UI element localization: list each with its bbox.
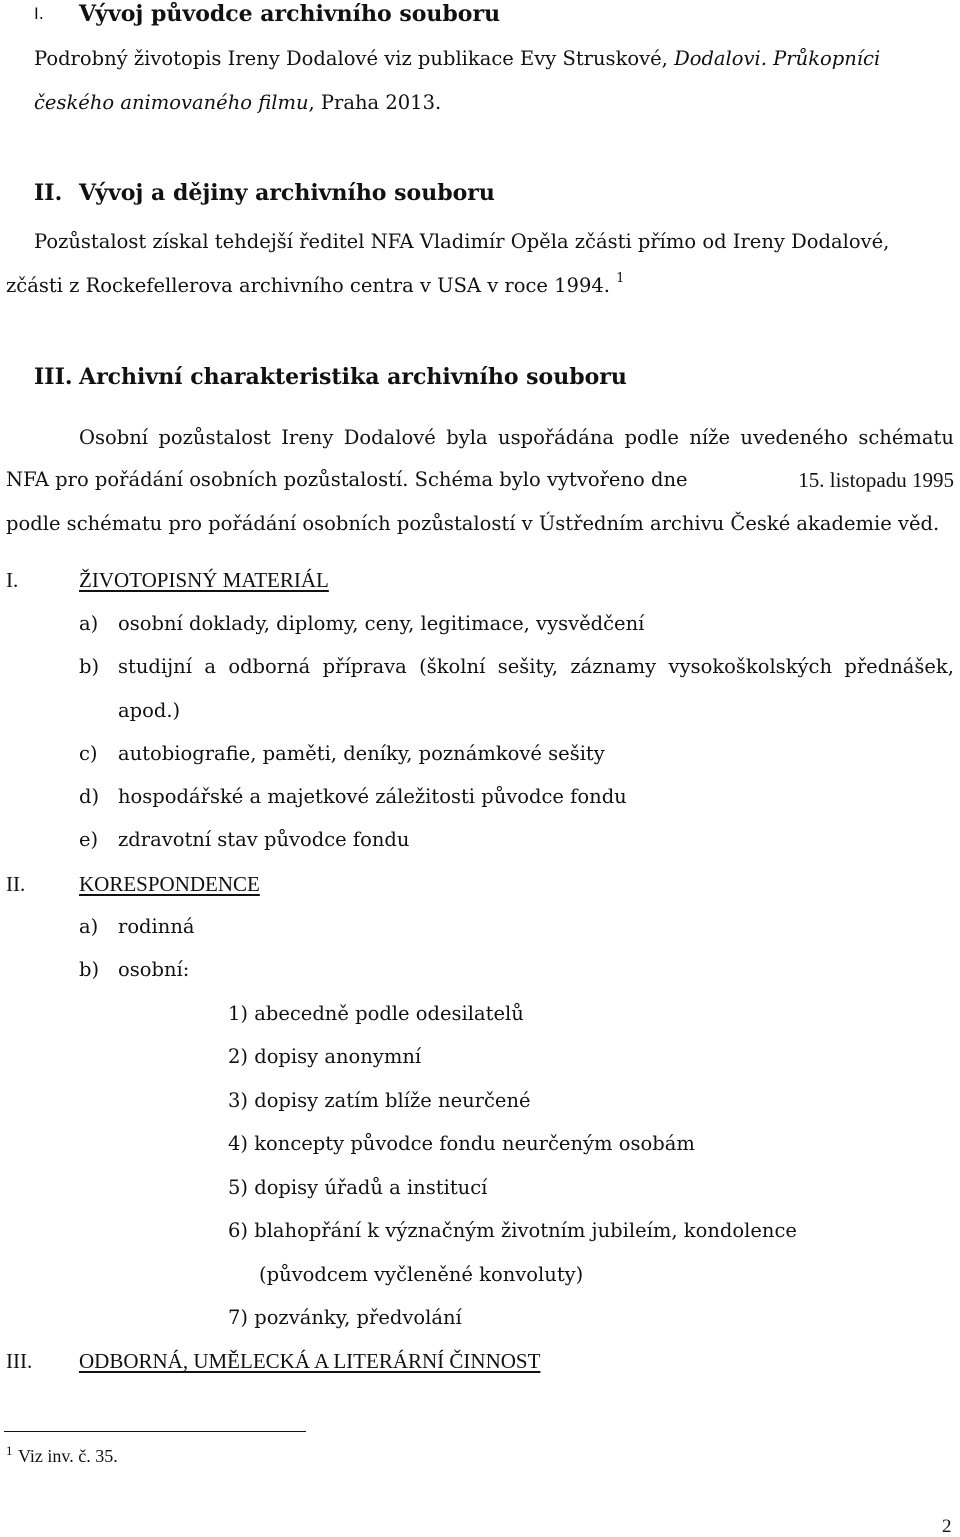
section-2-text-line-2 — [6, 271, 625, 297]
footnote-text: Viz inv. č. 35. — [18, 1446, 118, 1466]
section-2-numeral: II. — [34, 180, 63, 206]
group-2-item-b-letter: b) — [79, 958, 100, 981]
group-1-item-c: autobiografie, paměti, deníky, poznámkové sešity — [118, 742, 605, 765]
word: vysokoškolských — [668, 655, 833, 678]
word: uspořádána — [498, 426, 615, 449]
correspondence-subitem-5: 5) dopisy úřadů a institucí — [228, 1176, 488, 1199]
publication-title-part-1: Dodalovi. Průkopníci — [674, 47, 881, 70]
group-1-item-b-continuation: apod.) — [118, 699, 181, 722]
section-3-numeral: III. — [34, 364, 73, 390]
group-1-item-b-letter: b) — [79, 655, 100, 678]
correspondence-subitem-3: 3) dopisy zatím blíže neurčené — [228, 1089, 531, 1112]
section-1-numeral: I. — [34, 4, 44, 23]
word: sešity, — [497, 655, 558, 678]
word: schématu — [858, 426, 954, 449]
group-2-item-a-letter: a) — [79, 915, 99, 938]
word: přednášek, — [844, 655, 954, 678]
group-2-numeral: II. — [6, 872, 26, 896]
section-2-text-line-1: Pozůstalost získal tehdejší ředitel NFA Vladimír Opěla zčásti přímo od Ireny Dodalové, — [34, 230, 890, 253]
footnote-number: 1 — [6, 1443, 13, 1458]
group-1-item-d-letter: d) — [79, 785, 100, 808]
word: a — [204, 655, 216, 678]
group-1-item-b — [118, 657, 954, 677]
word: odborná — [228, 655, 311, 678]
group-2-item-b: osobní: — [118, 958, 190, 981]
section-3-heading: Archivní charakteristika archivního souboru — [79, 364, 627, 390]
word: příprava — [322, 655, 407, 678]
group-1-title: ŽIVOTOPISNÝ MATERIÁL — [79, 568, 329, 592]
word: záznamy — [570, 655, 657, 678]
section-3-para-line-3: podle schématu pro pořádání osobních pozůstalostí v Ústředním archivu České akademie věd. — [6, 512, 940, 535]
correspondence-subitem-1: 1) abecedně podle odesilatelů — [228, 1002, 524, 1025]
section-1-text: Podrobný životopis Ireny Dodalové viz publikace Evy Struskové, — [34, 47, 668, 70]
word: (školní — [419, 655, 486, 678]
correspondence-subitem-7: 7) pozvánky, předvolání — [228, 1306, 462, 1329]
group-3-numeral: III. — [6, 1349, 33, 1373]
group-3-title: ODBORNÁ, UMĚLECKÁ A LITERÁRNÍ ČINNOST — [79, 1349, 541, 1373]
word: pozůstalost — [158, 426, 271, 449]
footnote-reference: 1 — [616, 271, 625, 286]
group-2-item-a: rodinná — [118, 915, 195, 938]
group-1-item-c-letter: c) — [79, 742, 98, 765]
group-1-numeral: I. — [6, 568, 19, 592]
word: podle — [624, 426, 679, 449]
section-1-heading: Vývoj původce archivního souboru — [79, 1, 501, 27]
page-number: 2 — [942, 1516, 952, 1537]
group-1-item-a-letter: a) — [79, 612, 99, 635]
footnote-separator — [4, 1431, 306, 1432]
section-2-heading: Vývoj a dějiny archivního souboru — [79, 180, 495, 206]
section-1-text-line-1 — [34, 49, 880, 69]
section-3-para-line-1 — [79, 428, 954, 448]
word: níže — [689, 426, 730, 449]
word: studijní — [118, 655, 192, 678]
section-3-para-line-2-text: NFA pro pořádání osobních pozůstalostí. Schéma bylo vytvořeno dne — [6, 468, 688, 491]
correspondence-subitem-6: 6) blahopřání k význačným životním jubileím, kondolence — [228, 1219, 797, 1242]
group-1-item-a: osobní doklady, diplomy, ceny, legitimace, vysvědčení — [118, 612, 645, 635]
word: byla — [446, 426, 488, 449]
word: Ireny — [281, 426, 334, 449]
section-2-text: zčásti z Rockefellerova archivního centra v USA v roce 1994. — [6, 274, 610, 297]
group-2-title: KORESPONDENCE — [79, 872, 260, 896]
group-1-item-e-letter: e) — [79, 828, 99, 851]
group-1-item-e: zdravotní stav původce fondu — [118, 828, 410, 851]
correspondence-subitem-4: 4) koncepty původce fondu neurčeným osobám — [228, 1132, 695, 1155]
word: uvedeného — [740, 426, 848, 449]
section-3-para-line-2 — [6, 470, 954, 491]
publication-title-part-2: českého animovaného filmu — [34, 91, 309, 114]
correspondence-subitem-2: 2) dopisy anonymní — [228, 1045, 422, 1068]
word: Dodalové — [343, 426, 436, 449]
word: Osobní — [79, 426, 149, 449]
group-1-item-d: hospodářské a majetkové záležitosti původce fondu — [118, 785, 627, 808]
section-3-para-line-2-date: 15. listopadu 1995 — [798, 468, 954, 492]
section-1-text-line-2 — [34, 93, 441, 113]
publication-place-year: , Praha 2013. — [308, 91, 442, 114]
correspondence-subitem-6-continuation: (původcem vyčleněné konvoluty) — [259, 1263, 584, 1286]
